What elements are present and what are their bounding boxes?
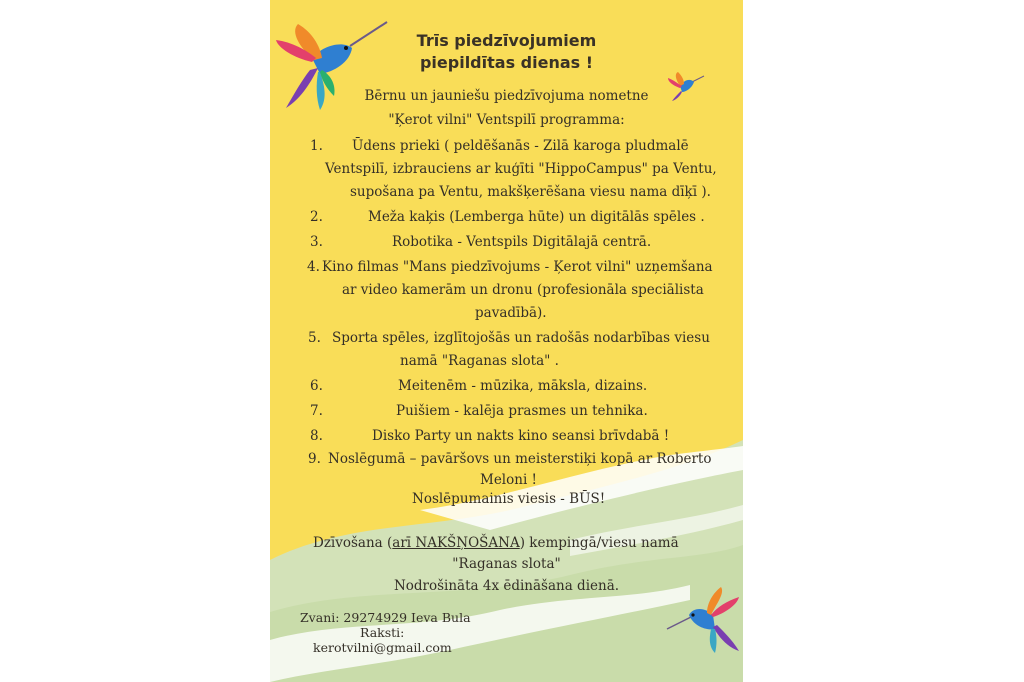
contact-email[interactable]: kerotvilni@gmail.com	[313, 640, 452, 655]
contact-phone: Zvani: 29274929 Ieva Bula	[300, 610, 471, 625]
lodging-line-1	[313, 534, 679, 552]
item-text: Ventspilī, izbrauciens ar kuģīti "HippoCampus" pa Ventu,	[325, 161, 717, 177]
item-text: Noslēgumā – pavāršovs un meisterstiķi kopā ar Roberto	[328, 451, 712, 467]
meals-info: Nodrošināta 4x ēdināšana dienā.	[393, 578, 620, 594]
item-number: 1.	[310, 138, 323, 154]
item-text: namā "Raganas slota" .	[400, 353, 559, 369]
contact-write-label: Raksti:	[360, 625, 405, 640]
item-text: Robotika - Ventspils Digitālajā centrā.	[392, 234, 652, 250]
lodging-suffix: ) kempingā/viesu namā	[519, 535, 679, 551]
item-number: 5.	[308, 330, 321, 346]
item-text: supošana pa Ventu, makšķerēšana viesu nama dīķī ).	[350, 184, 711, 200]
item-number: 6.	[310, 378, 323, 394]
item-number: 3.	[310, 234, 323, 250]
item-text: pavadībā).	[475, 305, 547, 321]
poster	[270, 0, 743, 682]
item-text: Meitenēm - mūzika, māksla, dizains.	[398, 378, 648, 394]
item-text: Sporta spēles, izglītojošās un radošās nodarbības viesu	[332, 330, 710, 346]
item-text: ar video kamerām un dronu (profesionāla speciālista	[342, 282, 704, 298]
item-number: 9.	[308, 451, 321, 467]
title-line-2: piepildītas dienas !	[419, 53, 594, 72]
intro-line-1: Bērnu un jauniešu piedzīvojuma nometne	[364, 88, 649, 104]
hummingbird-bottom-right-icon	[665, 585, 743, 655]
lodging-underlined: arī NAKŠŅOŠANA	[392, 535, 520, 551]
item-number: 7.	[310, 403, 323, 419]
item-number: 8.	[310, 428, 323, 444]
item-number: 4.	[307, 259, 320, 275]
lodging-line-2: "Raganas slota"	[452, 556, 561, 572]
item-text: Disko Party un nakts kino seansi brīvdabā !	[372, 428, 670, 444]
item-text: Puišiem - kalēja prasmes un tehnika.	[396, 403, 648, 419]
mystery-guest: Noslēpumainis viesis - BŪS!	[412, 491, 606, 507]
item-text: Kino filmas "Mans piedzīvojums - Ķerot vilni" uzņemšana	[322, 259, 713, 275]
item-text: Meža kaķis (Lemberga hūte) un digitālās spēles .	[368, 209, 705, 225]
intro-line-2: "Ķerot vilni" Ventspilī programma:	[388, 112, 625, 128]
item-number: 2.	[310, 209, 323, 225]
lodging-prefix: Dzīvošana (	[313, 535, 393, 551]
item-text: Meloni !	[480, 472, 537, 488]
title-line-1: Trīs piedzīvojumiem	[416, 31, 597, 50]
item-text: Ūdens prieki ( peldēšanās - Zilā karoga pludmalē	[352, 138, 689, 154]
